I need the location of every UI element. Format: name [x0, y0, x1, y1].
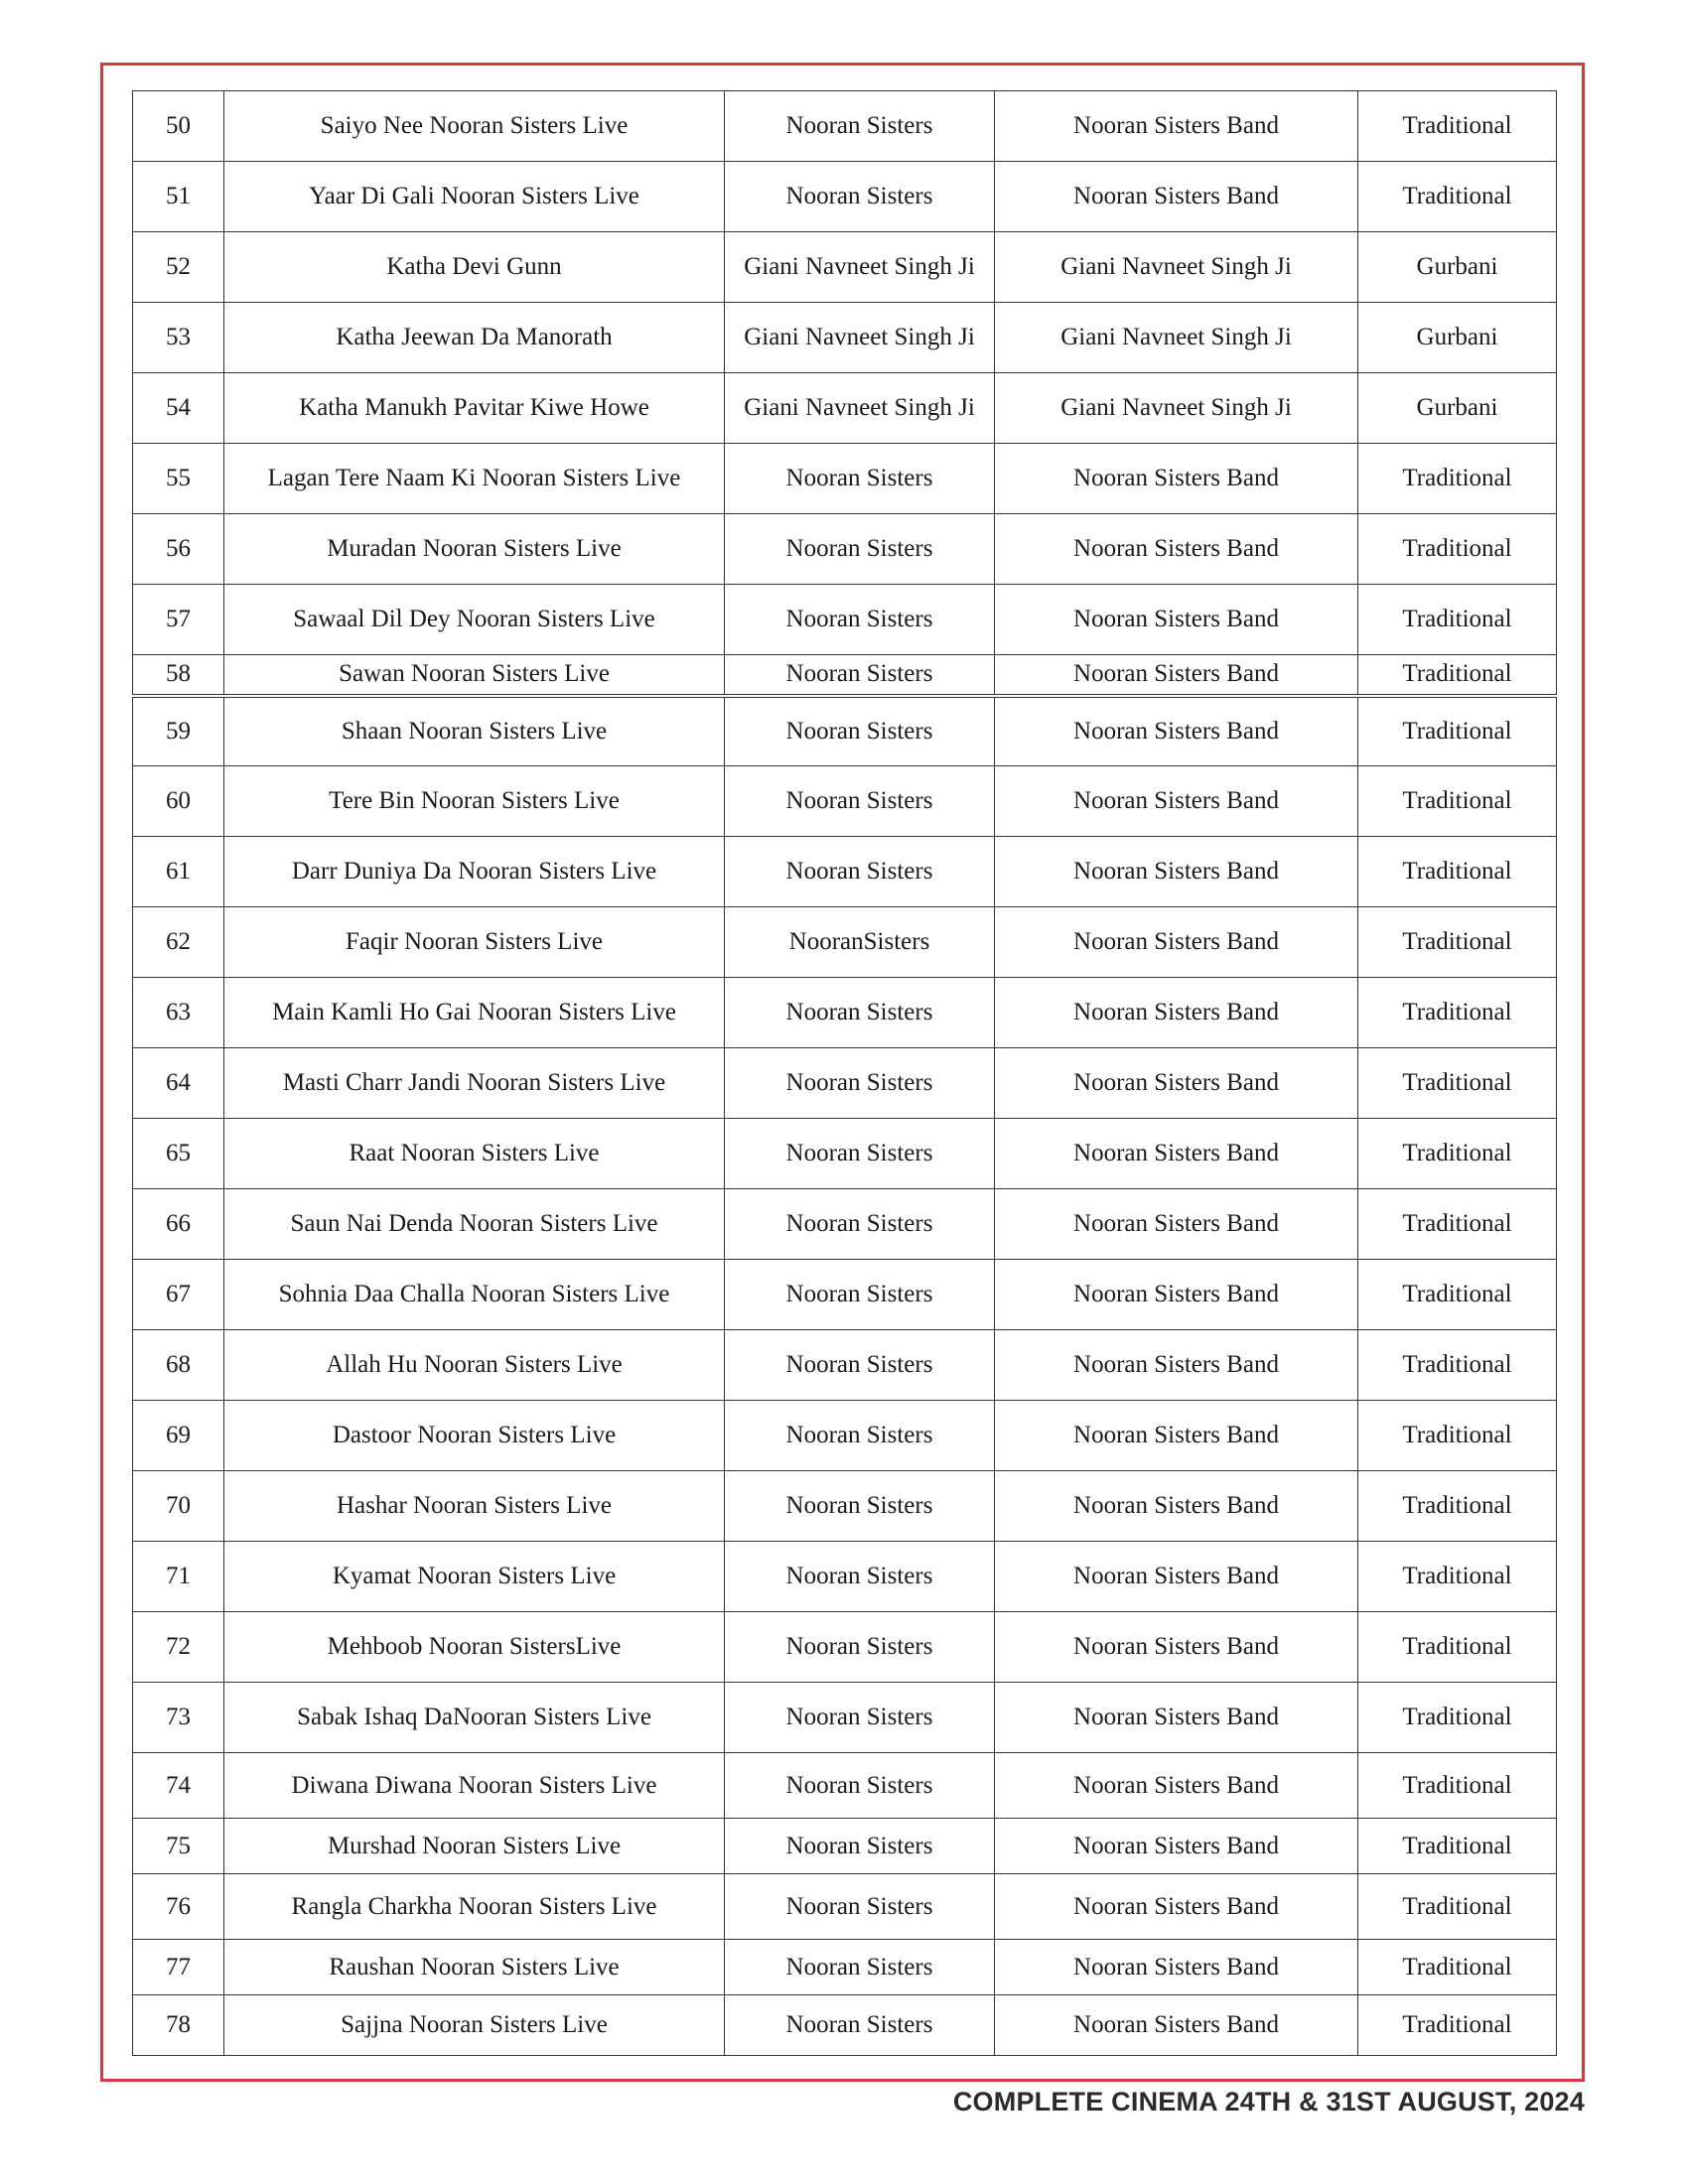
lyrics-cell: Traditional	[1358, 766, 1557, 837]
lyrics-cell: Traditional	[1358, 1471, 1557, 1542]
singer-cell: Nooran Sisters	[725, 1401, 995, 1471]
song-title-cell: Mehboob Nooran SistersLive	[224, 1612, 725, 1683]
row-number-cell: 76	[133, 1874, 224, 1940]
song-title-cell: Main Kamli Ho Gai Nooran Sisters Live	[224, 978, 725, 1048]
row-number-cell: 61	[133, 837, 224, 907]
row-number-cell: 69	[133, 1401, 224, 1471]
table-row	[133, 655, 1557, 696]
singer-cell: Nooran Sisters	[725, 1940, 995, 1995]
lyrics-cell: Traditional	[1358, 1330, 1557, 1401]
row-number-cell: 52	[133, 232, 224, 303]
lyrics-cell: Traditional	[1358, 1612, 1557, 1683]
lyrics-cell: Traditional	[1358, 837, 1557, 907]
song-title-cell: Kyamat Nooran Sisters Live	[224, 1542, 725, 1612]
lyrics-cell: Traditional	[1358, 1683, 1557, 1753]
singer-cell: Nooran Sisters	[725, 696, 995, 766]
row-number-cell: 57	[133, 585, 224, 655]
table-row	[133, 232, 1557, 303]
music-cell: Giani Navneet Singh Ji	[995, 232, 1358, 303]
song-title-cell: Raat Nooran Sisters Live	[224, 1119, 725, 1189]
music-cell: Nooran Sisters Band	[995, 1819, 1358, 1874]
row-number-cell: 73	[133, 1683, 224, 1753]
lyrics-cell: Traditional	[1358, 1401, 1557, 1471]
lyrics-cell: Traditional	[1358, 907, 1557, 978]
song-title-cell: Sawan Nooran Sisters Live	[224, 655, 725, 696]
row-number-cell: 77	[133, 1940, 224, 1995]
song-title-cell: Sohnia Daa Challa Nooran Sisters Live	[224, 1260, 725, 1330]
row-number-cell: 63	[133, 978, 224, 1048]
music-cell: Nooran Sisters Band	[995, 444, 1358, 514]
table-row	[133, 1612, 1557, 1683]
row-number-cell: 51	[133, 162, 224, 232]
song-title-cell: Lagan Tere Naam Ki Nooran Sisters Live	[224, 444, 725, 514]
row-number-cell: 62	[133, 907, 224, 978]
song-title-cell: Katha Devi Gunn	[224, 232, 725, 303]
row-number-cell: 74	[133, 1753, 224, 1819]
song-list-table-container	[132, 90, 1556, 2049]
table-row	[133, 1542, 1557, 1612]
singer-cell: Nooran Sisters	[725, 1260, 995, 1330]
row-number-cell: 67	[133, 1260, 224, 1330]
singer-cell: Giani Navneet Singh Ji	[725, 373, 995, 444]
song-title-cell: Allah Hu Nooran Sisters Live	[224, 1330, 725, 1401]
song-title-cell: Sajjna Nooran Sisters Live	[224, 1995, 725, 2056]
row-number-cell: 54	[133, 373, 224, 444]
music-cell: Nooran Sisters Band	[995, 655, 1358, 696]
music-cell: Nooran Sisters Band	[995, 1189, 1358, 1260]
singer-cell: Nooran Sisters	[725, 585, 995, 655]
row-number-cell: 71	[133, 1542, 224, 1612]
table-row	[133, 1683, 1557, 1753]
music-cell: Nooran Sisters Band	[995, 1940, 1358, 1995]
table-row	[133, 1119, 1557, 1189]
table-row	[133, 1874, 1557, 1940]
lyrics-cell: Traditional	[1358, 91, 1557, 162]
table-row	[133, 514, 1557, 585]
singer-cell: Nooran Sisters	[725, 1753, 995, 1819]
music-cell: Giani Navneet Singh Ji	[995, 303, 1358, 373]
row-number-cell: 58	[133, 655, 224, 696]
lyrics-cell: Traditional	[1358, 1995, 1557, 2056]
song-title-cell: Murshad Nooran Sisters Live	[224, 1819, 725, 1874]
singer-cell: Nooran Sisters	[725, 1330, 995, 1401]
music-cell: Nooran Sisters Band	[995, 1330, 1358, 1401]
music-cell: Nooran Sisters Band	[995, 1471, 1358, 1542]
music-cell: Nooran Sisters Band	[995, 91, 1358, 162]
lyrics-cell: Traditional	[1358, 1874, 1557, 1940]
music-cell: Nooran Sisters Band	[995, 907, 1358, 978]
lyrics-cell: Traditional	[1358, 162, 1557, 232]
music-cell: Nooran Sisters Band	[995, 1612, 1358, 1683]
music-cell: Nooran Sisters Band	[995, 1542, 1358, 1612]
song-list-table	[132, 90, 1557, 2056]
singer-cell: Nooran Sisters	[725, 1542, 995, 1612]
song-title-cell: Shaan Nooran Sisters Live	[224, 696, 725, 766]
lyrics-cell: Gurbani	[1358, 303, 1557, 373]
lyrics-cell: Traditional	[1358, 1260, 1557, 1330]
singer-cell: Giani Navneet Singh Ji	[725, 232, 995, 303]
song-title-cell: Masti Charr Jandi Nooran Sisters Live	[224, 1048, 725, 1119]
table-row	[133, 978, 1557, 1048]
row-number-cell: 78	[133, 1995, 224, 2056]
table-row	[133, 907, 1557, 978]
lyrics-cell: Traditional	[1358, 1940, 1557, 1995]
music-cell: Nooran Sisters Band	[995, 696, 1358, 766]
singer-cell: Nooran Sisters	[725, 766, 995, 837]
table-row	[133, 162, 1557, 232]
song-list-body	[133, 91, 1557, 2056]
table-row	[133, 1189, 1557, 1260]
table-row	[133, 373, 1557, 444]
song-title-cell: Faqir Nooran Sisters Live	[224, 907, 725, 978]
singer-cell: Nooran Sisters	[725, 1119, 995, 1189]
singer-cell: Nooran Sisters	[725, 1819, 995, 1874]
singer-cell: Nooran Sisters	[725, 162, 995, 232]
table-row	[133, 1819, 1557, 1874]
footer-publication-line: COMPLETE CINEMA 24TH & 31ST AUGUST, 2024	[952, 2087, 1585, 2116]
lyrics-cell: Traditional	[1358, 696, 1557, 766]
song-title-cell: Rangla Charkha Nooran Sisters Live	[224, 1874, 725, 1940]
row-number-cell: 55	[133, 444, 224, 514]
row-number-cell: 66	[133, 1189, 224, 1260]
table-row	[133, 1471, 1557, 1542]
table-row	[133, 1260, 1557, 1330]
row-number-cell: 65	[133, 1119, 224, 1189]
music-cell: Nooran Sisters Band	[995, 766, 1358, 837]
singer-cell: Nooran Sisters	[725, 514, 995, 585]
song-title-cell: Yaar Di Gali Nooran Sisters Live	[224, 162, 725, 232]
music-cell: Nooran Sisters Band	[995, 1683, 1358, 1753]
music-cell: Nooran Sisters Band	[995, 1995, 1358, 2056]
singer-cell: NooranSisters	[725, 907, 995, 978]
table-row	[133, 766, 1557, 837]
song-title-cell: Darr Duniya Da Nooran Sisters Live	[224, 837, 725, 907]
music-cell: Nooran Sisters Band	[995, 1874, 1358, 1940]
singer-cell: Nooran Sisters	[725, 1874, 995, 1940]
singer-cell: Nooran Sisters	[725, 1048, 995, 1119]
table-row	[133, 1753, 1557, 1819]
lyrics-cell: Gurbani	[1358, 232, 1557, 303]
singer-cell: Nooran Sisters	[725, 1683, 995, 1753]
music-cell: Giani Navneet Singh Ji	[995, 373, 1358, 444]
singer-cell: Nooran Sisters	[725, 444, 995, 514]
row-number-cell: 56	[133, 514, 224, 585]
table-row	[133, 1401, 1557, 1471]
row-number-cell: 60	[133, 766, 224, 837]
lyrics-cell: Gurbani	[1358, 373, 1557, 444]
song-title-cell: Tere Bin Nooran Sisters Live	[224, 766, 725, 837]
lyrics-cell: Traditional	[1358, 1189, 1557, 1260]
music-cell: Nooran Sisters Band	[995, 837, 1358, 907]
music-cell: Nooran Sisters Band	[995, 1048, 1358, 1119]
singer-cell: Nooran Sisters	[725, 1471, 995, 1542]
music-cell: Nooran Sisters Band	[995, 162, 1358, 232]
song-title-cell: Muradan Nooran Sisters Live	[224, 514, 725, 585]
table-row	[133, 1048, 1557, 1119]
row-number-cell: 68	[133, 1330, 224, 1401]
singer-cell: Nooran Sisters	[725, 1189, 995, 1260]
music-cell: Nooran Sisters Band	[995, 978, 1358, 1048]
row-number-cell: 75	[133, 1819, 224, 1874]
singer-cell: Nooran Sisters	[725, 91, 995, 162]
song-title-cell: Raushan Nooran Sisters Live	[224, 1940, 725, 1995]
table-row	[133, 1995, 1557, 2056]
song-title-cell: Saun Nai Denda Nooran Sisters Live	[224, 1189, 725, 1260]
table-row	[133, 444, 1557, 514]
table-row	[133, 696, 1557, 766]
singer-cell: Giani Navneet Singh Ji	[725, 303, 995, 373]
lyrics-cell: Traditional	[1358, 585, 1557, 655]
lyrics-cell: Traditional	[1358, 978, 1557, 1048]
music-cell: Nooran Sisters Band	[995, 1119, 1358, 1189]
lyrics-cell: Traditional	[1358, 655, 1557, 696]
lyrics-cell: Traditional	[1358, 514, 1557, 585]
singer-cell: Nooran Sisters	[725, 655, 995, 696]
song-title-cell: Diwana Diwana Nooran Sisters Live	[224, 1753, 725, 1819]
music-cell: Nooran Sisters Band	[995, 1401, 1358, 1471]
table-row	[133, 91, 1557, 162]
song-title-cell: Katha Jeewan Da Manorath	[224, 303, 725, 373]
lyrics-cell: Traditional	[1358, 1753, 1557, 1819]
song-title-cell: Saiyo Nee Nooran Sisters Live	[224, 91, 725, 162]
table-row	[133, 585, 1557, 655]
singer-cell: Nooran Sisters	[725, 1995, 995, 2056]
lyrics-cell: Traditional	[1358, 1048, 1557, 1119]
music-cell: Nooran Sisters Band	[995, 1260, 1358, 1330]
singer-cell: Nooran Sisters	[725, 978, 995, 1048]
table-row	[133, 837, 1557, 907]
music-cell: Nooran Sisters Band	[995, 585, 1358, 655]
row-number-cell: 72	[133, 1612, 224, 1683]
row-number-cell: 70	[133, 1471, 224, 1542]
row-number-cell: 53	[133, 303, 224, 373]
row-number-cell: 59	[133, 696, 224, 766]
song-title-cell: Dastoor Nooran Sisters Live	[224, 1401, 725, 1471]
singer-cell: Nooran Sisters	[725, 1612, 995, 1683]
singer-cell: Nooran Sisters	[725, 837, 995, 907]
music-cell: Nooran Sisters Band	[995, 514, 1358, 585]
lyrics-cell: Traditional	[1358, 1119, 1557, 1189]
song-title-cell: Hashar Nooran Sisters Live	[224, 1471, 725, 1542]
table-row	[133, 1940, 1557, 1995]
music-cell: Nooran Sisters Band	[995, 1753, 1358, 1819]
lyrics-cell: Traditional	[1358, 1542, 1557, 1612]
row-number-cell: 64	[133, 1048, 224, 1119]
song-title-cell: Sawaal Dil Dey Nooran Sisters Live	[224, 585, 725, 655]
table-row	[133, 303, 1557, 373]
lyrics-cell: Traditional	[1358, 444, 1557, 514]
song-title-cell: Katha Manukh Pavitar Kiwe Howe	[224, 373, 725, 444]
row-number-cell: 50	[133, 91, 224, 162]
table-row	[133, 1330, 1557, 1401]
song-title-cell: Sabak Ishaq DaNooran Sisters Live	[224, 1683, 725, 1753]
lyrics-cell: Traditional	[1358, 1819, 1557, 1874]
